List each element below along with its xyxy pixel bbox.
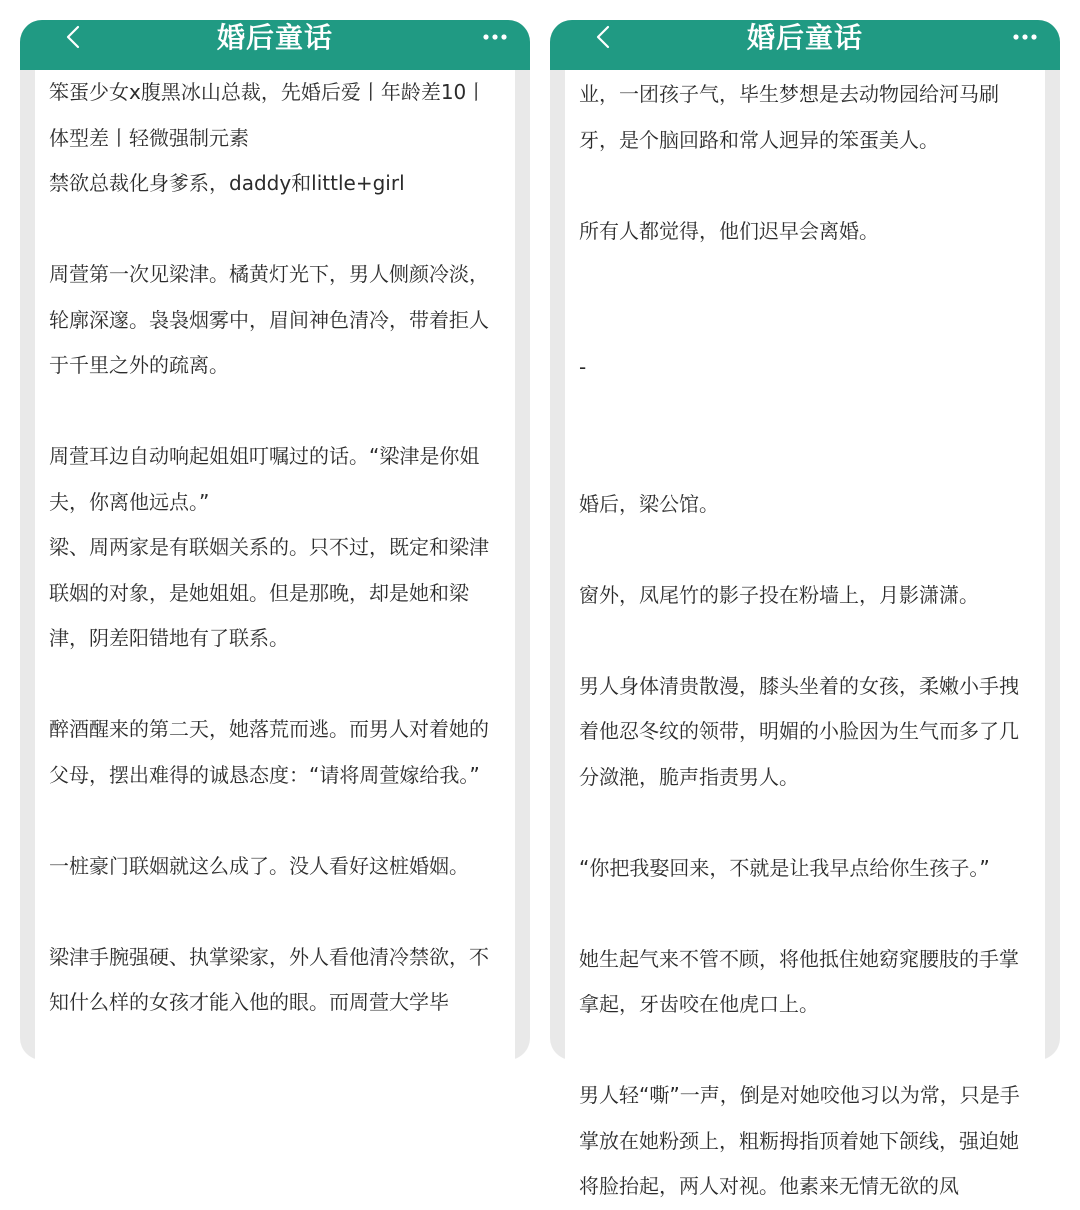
reading-page[interactable] — [565, 70, 1045, 1198]
paragraph: 男人轻“嘶”一声，倒是对她咬他习以为常，只是手掌放在她粉颈上，粗粝拇指顶着她下颌线，强迫她将脸抬起，两人对视。他素来无情无欲的凤 — [579, 1083, 1020, 1198]
paragraph: - — [579, 355, 587, 379]
paragraph: 周萱耳边自动响起姐姐叮嘱过的话。“梁津是你姐夫，你离他远点。” — [49, 444, 480, 514]
paragraph: 笨蛋少女x腹黑冰山总裁，先婚后爱丨年龄差10丨体型差丨轻微强制元素 — [49, 80, 487, 150]
paragraph: 周萱第一次见梁津。橘黄灯光下，男人侧颜冷淡，轮廓深邃。袅袅烟雾中，眉间神色清冷，带着拒人于千里之外的疏离。 — [49, 262, 489, 377]
app-header — [20, 20, 530, 70]
chapter-text — [579, 72, 1035, 1210]
paragraph: 婚后，梁公馆。 — [579, 491, 719, 516]
app-header — [550, 20, 1060, 70]
more-dots-icon — [483, 33, 507, 41]
reader-screen-right — [550, 20, 1060, 1198]
page-title: 婚后童话 — [746, 21, 863, 54]
more-button[interactable] — [1010, 20, 1040, 54]
paragraph: 梁津手腕强硬、执掌梁家，外人看他清冷禁欲，不知什么样的女孩才能入他的眼。而周萱大学毕 — [49, 944, 489, 1014]
more-button[interactable] — [480, 20, 510, 54]
chapter-text — [49, 70, 505, 1026]
paragraph: 男人身体清贵散漫，膝头坐着的女孩，柔嫩小手拽着他忍冬纹的领带，明媚的小脸因为生气而多了几分潋滟，脆声指责男人。 — [579, 673, 1019, 789]
paragraph: 醉酒醒来的第二天，她落荒而逃。而男人对着她的父母，摆出难得的诚恳态度：“请将周萱嫁给我。” — [49, 717, 489, 787]
paragraph: 她生起气来不管不顾，将他抵住她窈窕腰肢的手掌拿起，牙齿咬在他虎口上。 — [579, 946, 1019, 1016]
paragraph: 所有人都觉得，他们迟早会离婚。 — [579, 218, 879, 243]
paragraph: 一桩豪门联姻就这么成了。没人看好这桩婚姻。 — [49, 853, 469, 878]
paragraph: 窗外，凤尾竹的影子投在粉墙上，月影潇潇。 — [579, 582, 979, 607]
reading-page[interactable] — [35, 70, 515, 1070]
page-title: 婚后童话 — [216, 21, 333, 54]
reader-screen-left — [20, 20, 530, 1060]
paragraph: 业，一团孩子气，毕生梦想是去动物园给河马刷牙，是个脑回路和常人迥异的笨蛋美人。 — [579, 82, 999, 152]
paragraph: “你把我娶回来，不就是让我早点给你生孩子。” — [579, 855, 990, 880]
more-dots-icon — [1013, 33, 1037, 41]
paragraph: 禁欲总裁化身爹系，daddy和little+girl — [49, 171, 405, 195]
paragraph: 梁、周两家是有联姻关系的。只不过，既定和梁津联姻的对象，是她姐姐。但是那晚，却是她和梁津，阴差阳错地有了联系。 — [49, 535, 489, 650]
